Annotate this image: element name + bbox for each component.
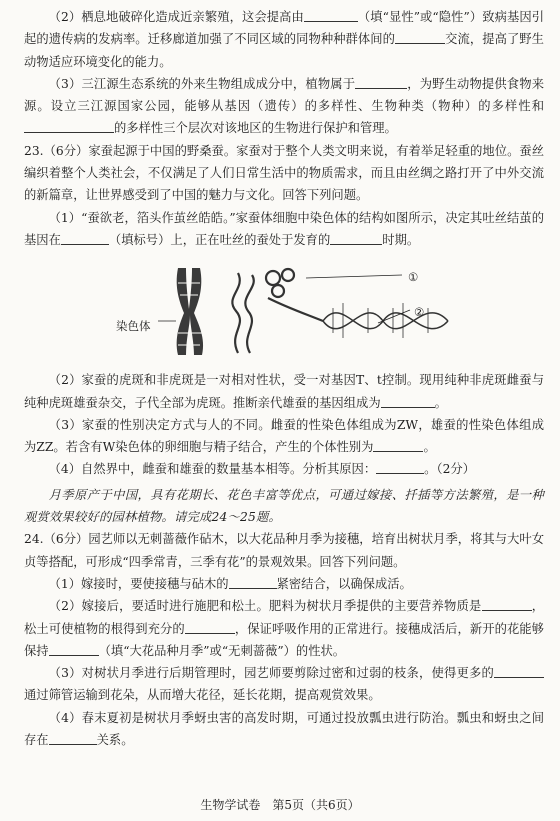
label-1: ① — [408, 270, 419, 285]
answer-blank[interactable] — [373, 439, 423, 452]
q24-part3: （3）对树状月季进行后期管理时，园艺师要剪除过密和过弱的枝条，使得更多的通过筛管运输到花朵，从而增大花径，延长花期，提高观赏效果。 — [24, 662, 544, 707]
q22-part2: （2）栖息地破碎化造成近亲繁殖，这会提高由 （填“显性”或“隐性”）致病基因引起的遗传病的发病率。迁移廊道加强了不同区域的同物种种群体间的 交流，提高了野生动物适应环境变化的能力。 — [24, 10, 544, 69]
answer-blank[interactable] — [49, 643, 99, 656]
q24-part2: （2）嫁接后，要适时进行施肥和松土。肥料为树状月季提供的主要营养物质是 ，松土可使植物的根得到充分的 ，保证呼吸作用的正常进行。接穗成活后，新开的花能够保持 （填“大花品种月季”或“无刺蔷薇”）的性状。 — [24, 599, 544, 658]
q23-part2: （2）家蚕的虎斑和非虎斑是一对相对性状，受一对基因T、t控制。现用纯种非虎斑雌蚕与纯种虎斑雄蚕杂交，子代全部为虎斑。推断亲代雄蚕的基因组成为 。 — [24, 373, 544, 410]
q24-intro: 24.（6分）园艺师以无刺蔷薇作砧木，以大花品种月季为接穗，培育出树状月季，将其与大叶女贞等搭配，可形成“四季常青，三季有花”的景观效果。回答下列问题。 — [24, 532, 544, 569]
answer-blank[interactable] — [494, 665, 544, 678]
page-text — [24, 6, 544, 751]
answer-blank[interactable] — [61, 232, 109, 245]
answer-blank[interactable] — [376, 461, 424, 474]
chromatin-coil — [232, 269, 323, 353]
answer-blank[interactable] — [330, 232, 382, 245]
answer-blank[interactable] — [185, 621, 235, 634]
page-footer: 生物学试卷 第5页（共6页） — [200, 798, 360, 812]
label-2: ② — [414, 305, 425, 320]
chromosome-label: 染色体 — [116, 319, 151, 334]
q23-part3: （3）家蚕的性别决定方式与人的不同。雌蚕的性染色体组成为ZW，雄蚕的性染色体组成为ZZ。若含有W染色体的卵细胞与精子结合，产生的个体性别为 。 — [24, 417, 544, 455]
answer-blank[interactable] — [49, 732, 97, 745]
q23-part4: （4）自然界中，雌蚕和雄蚕的数量基本相等。分析其原因： 。（2分） — [48, 462, 476, 477]
dna-helix — [323, 303, 448, 338]
q24-part1: （1）嫁接时，要使接穗与砧木的 紧密结合，以确保成活。 — [48, 576, 412, 591]
answer-blank[interactable] — [304, 9, 358, 22]
chromosome-figure — [24, 253, 544, 365]
answer-blank[interactable] — [395, 31, 445, 44]
answer-blank[interactable] — [229, 576, 277, 589]
q22-part3: （3）三江源生态系统的外来生物组成成分中，植物属于 ，为野生动物提供食物来源。设立三江源国家公园，能够从基因（遗传）的多样性、生物种类（物种）的多样性和的多样性三个层次对该地区的生物进行保护和管理。 — [24, 76, 544, 136]
q23-intro: 23.（6分）家蚕起源于中国的野桑蚕。家蚕对于整个人类文明来说，有着举足轻重的地位。蚕丝编织着整个人类社会，不仅满足了人们日常生活中的物质需求，而且由丝绸之路打开了中外交流的新篇章，让世界感受到了中国的魅力与文化。回答下列问题。 — [24, 143, 544, 203]
answer-blank[interactable] — [355, 76, 407, 89]
reading-material: 月季原产于中国，具有花期长、花色丰富等优点，可通过嫁接、扦插等方法繁殖，是一种观赏效果较好的园林植物。请完成24～25题。 — [24, 487, 544, 525]
answer-blank[interactable] — [381, 395, 435, 408]
answer-blank[interactable] — [482, 598, 532, 611]
q23-part1: （1）“蚕欲老，箔头作茧丝皓皓。”家蚕体细胞中染色体的结构如图所示，决定其吐丝结茧的基因在 （填标号）上，正在吐丝的蚕处于发育的 时期。 — [24, 210, 544, 247]
q24-part4: （4）春末夏初是树状月季蚜虫害的高发时期，可通过投放瓢虫进行防治。瓢虫和蚜虫之间存在 关系。 — [24, 710, 544, 748]
answer-blank[interactable] — [24, 120, 114, 133]
chromosome-x-shape — [177, 268, 203, 355]
